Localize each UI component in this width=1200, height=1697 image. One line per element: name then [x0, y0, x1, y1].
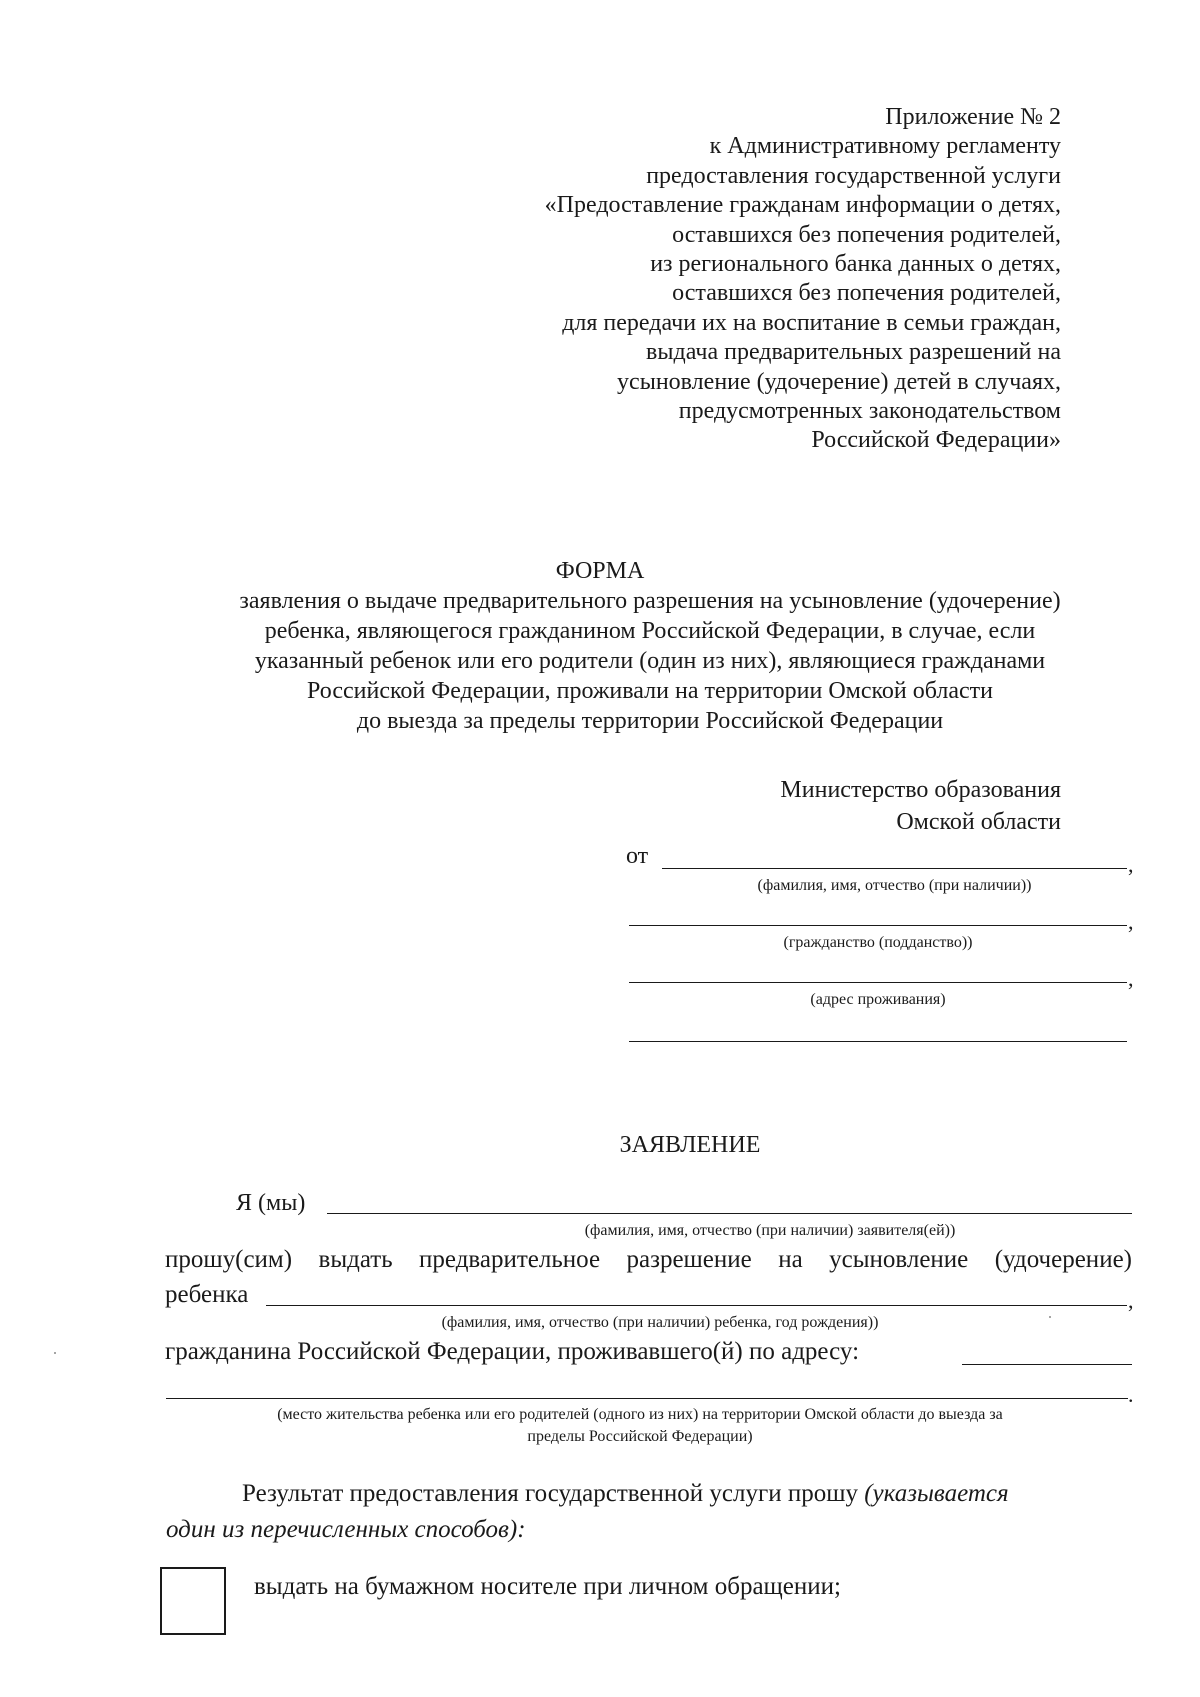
- result-paragraph: [242, 1478, 1009, 1509]
- appendix-line: предусмотренных законодательством: [678, 398, 1061, 425]
- appendix-line: Российской Федерации»: [811, 427, 1061, 454]
- addressee-region: Омской области: [896, 809, 1061, 835]
- statement-heading: ЗАЯВЛЕНИЕ: [619, 1132, 761, 1158]
- applicants-name-field[interactable]: [327, 1213, 1132, 1214]
- caption-applicant: (фамилия, имя, отчество (при наличии) заявителя(ей)): [584, 1222, 956, 1239]
- child-address-field[interactable]: [962, 1364, 1132, 1365]
- form-description: [0, 586, 1200, 736]
- appendix-line: оставшихся без попечения родителей,: [672, 280, 1061, 307]
- appendix-line: к Административному регламенту: [709, 133, 1061, 160]
- applicant-name-field[interactable]: [662, 868, 1127, 869]
- child-label: ребенка: [165, 1281, 249, 1308]
- form-description-line: до выезда за пределы территории Российской Федерации: [356, 708, 944, 734]
- paper-option-label: выдать на бумажном носителе при личном обращении;: [254, 1573, 841, 1600]
- result-text: Результат предоставления государственной услуги прошу: [242, 1480, 865, 1507]
- addressee-ministry: Министерство образования: [780, 777, 1061, 803]
- child-name-field[interactable]: [266, 1305, 1127, 1306]
- caption-address: (адрес проживания): [810, 991, 946, 1008]
- result-paragraph-cont: [166, 1514, 526, 1545]
- result-instruction-cont: один из перечисленных способов):: [166, 1516, 526, 1543]
- appendix-line: усыновление (удочерение) детей в случаях,: [617, 368, 1061, 395]
- caption-citizenship: (гражданство (подданство)): [783, 934, 973, 951]
- caption-child: (фамилия, имя, отчество (при наличии) ребенка, год рождения)): [441, 1314, 879, 1331]
- comma: ,: [1128, 966, 1134, 991]
- residence-field[interactable]: [166, 1398, 1128, 1399]
- result-instruction: (указывается: [864, 1480, 1009, 1507]
- appendix-number: Приложение № 2: [885, 104, 1061, 130]
- appendix-line: для передачи их на воспитание в семьи граждан,: [562, 309, 1061, 336]
- scan-speck: [1049, 1316, 1051, 1318]
- request-line: прошу(сим) выдать предварительное разрешение на усыновление (удочерение): [165, 1246, 1132, 1273]
- applicant-address-field[interactable]: [629, 982, 1127, 983]
- form-description-line: заявления о выдаче предварительного разрешения на усыновление (удочерение): [239, 588, 1061, 614]
- applicant-address-field-2[interactable]: [629, 1041, 1127, 1042]
- appendix-block: [361, 103, 1061, 456]
- period: .: [1128, 1382, 1134, 1407]
- form-description-line: Российской Федерации, проживали на территории Омской области: [306, 678, 993, 704]
- paper-option-checkbox[interactable]: [160, 1567, 226, 1635]
- appendix-line: предоставления государственной услуги: [646, 162, 1061, 189]
- appendix-line: из регионального банка данных о детях,: [650, 251, 1061, 278]
- caption-residence: [140, 1404, 1140, 1448]
- comma: ,: [1128, 909, 1134, 934]
- appendix-line: выдача предварительных разрешений на: [646, 339, 1061, 366]
- form-description-line: ребенка, являющегося гражданином Российской Федерации, в случае, если: [264, 618, 1036, 644]
- caption-residence-line: пределы Российской Федерации): [527, 1428, 753, 1445]
- appendix-line: «Предоставление гражданам информации о детях,: [544, 192, 1061, 219]
- comma: ,: [1128, 852, 1134, 877]
- form-heading: ФОРМА: [555, 558, 645, 584]
- i-we-label: Я (мы): [236, 1190, 306, 1216]
- caption-name: (фамилия, имя, отчество (при наличии)): [757, 877, 1032, 894]
- form-description-line: указанный ребенок или его родители (один из них), являющиеся гражданами: [254, 648, 1046, 674]
- appendix-line: оставшихся без попечения родителей,: [672, 221, 1061, 248]
- caption-residence-line: (место жительства ребенка или его родителей (одного из них) на территории Омской области до выезда за: [277, 1406, 1003, 1423]
- from-label: от: [626, 843, 649, 869]
- scan-speck: [54, 1352, 56, 1354]
- applicant-citizenship-field[interactable]: [629, 925, 1127, 926]
- comma: ,: [1128, 1288, 1134, 1313]
- citizen-line: гражданина Российской Федерации, проживавшего(й) по адресу:: [165, 1338, 860, 1365]
